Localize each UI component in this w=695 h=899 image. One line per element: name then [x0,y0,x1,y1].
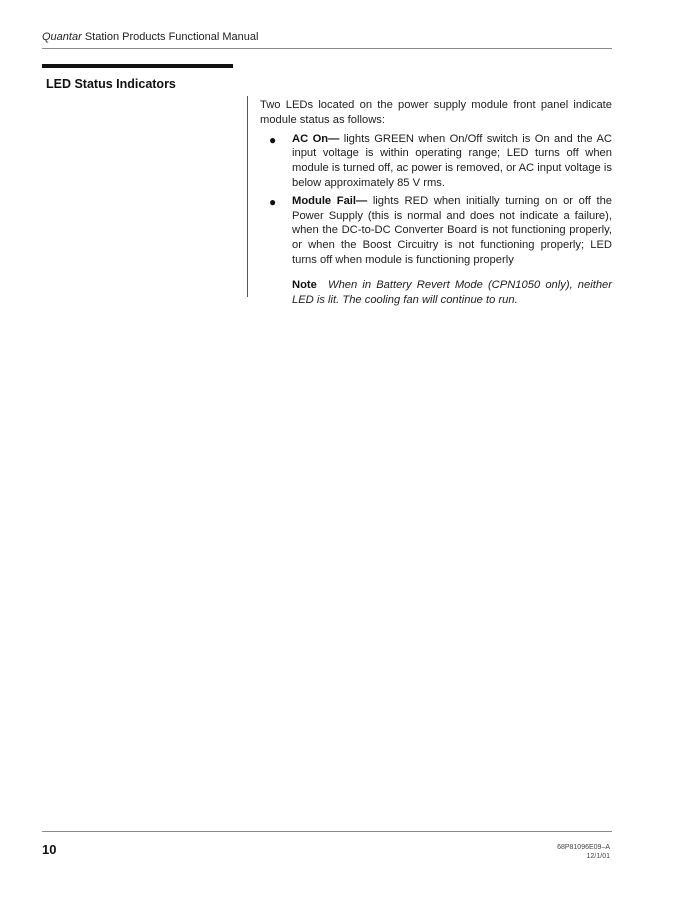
bullet-item-module-fail [260,194,612,268]
running-header [42,31,258,43]
bullet-list [260,132,612,268]
note-label: Note [292,278,317,291]
note-text: When in Battery Revert Mode (CPN1050 only), neither LED is lit. The cooling fan will continue to run. [292,278,613,306]
bullet-term: Module Fail— [292,194,368,207]
bullet-dot-icon: ● [269,132,277,147]
note [260,278,612,308]
document-date: 12/1/01 [586,853,610,860]
section-body [260,98,612,307]
header-brand: Quantar [42,31,82,43]
bullet-dot-icon: ● [269,194,277,209]
document-info [557,843,610,861]
header-rule [42,48,612,49]
bullet-text: lights GREEN when On/Off switch is On and the AC input voltage is within operating range; LED turns off when module is turned off, ac power is removed, or AC input voltage is below approximately 85 V rms. [292,132,612,189]
section-bar [42,64,233,68]
document-number: 68P81096E09–A [557,844,610,851]
header-title: Station Products Functional Manual [84,31,259,43]
page-number: 10 [42,842,57,857]
section-title: LED Status Indicators [46,77,176,91]
bullet-item-ac-on [260,132,612,191]
intro-paragraph: Two LEDs located on the power supply module front panel indicate module status as follows: [260,99,612,126]
bullet-term: AC On— [292,132,340,145]
section-vertical-rule [247,96,248,297]
footer-rule [42,831,612,832]
bullet-text: lights RED when initially turning on or off the Power Supply (this is normal and does not indicate a failure), when the DC-to-DC Converter Board is not functioning properly, or when the Boost Circuitry is not functioning properly; LED turns off when module is functioning properly [292,194,613,266]
